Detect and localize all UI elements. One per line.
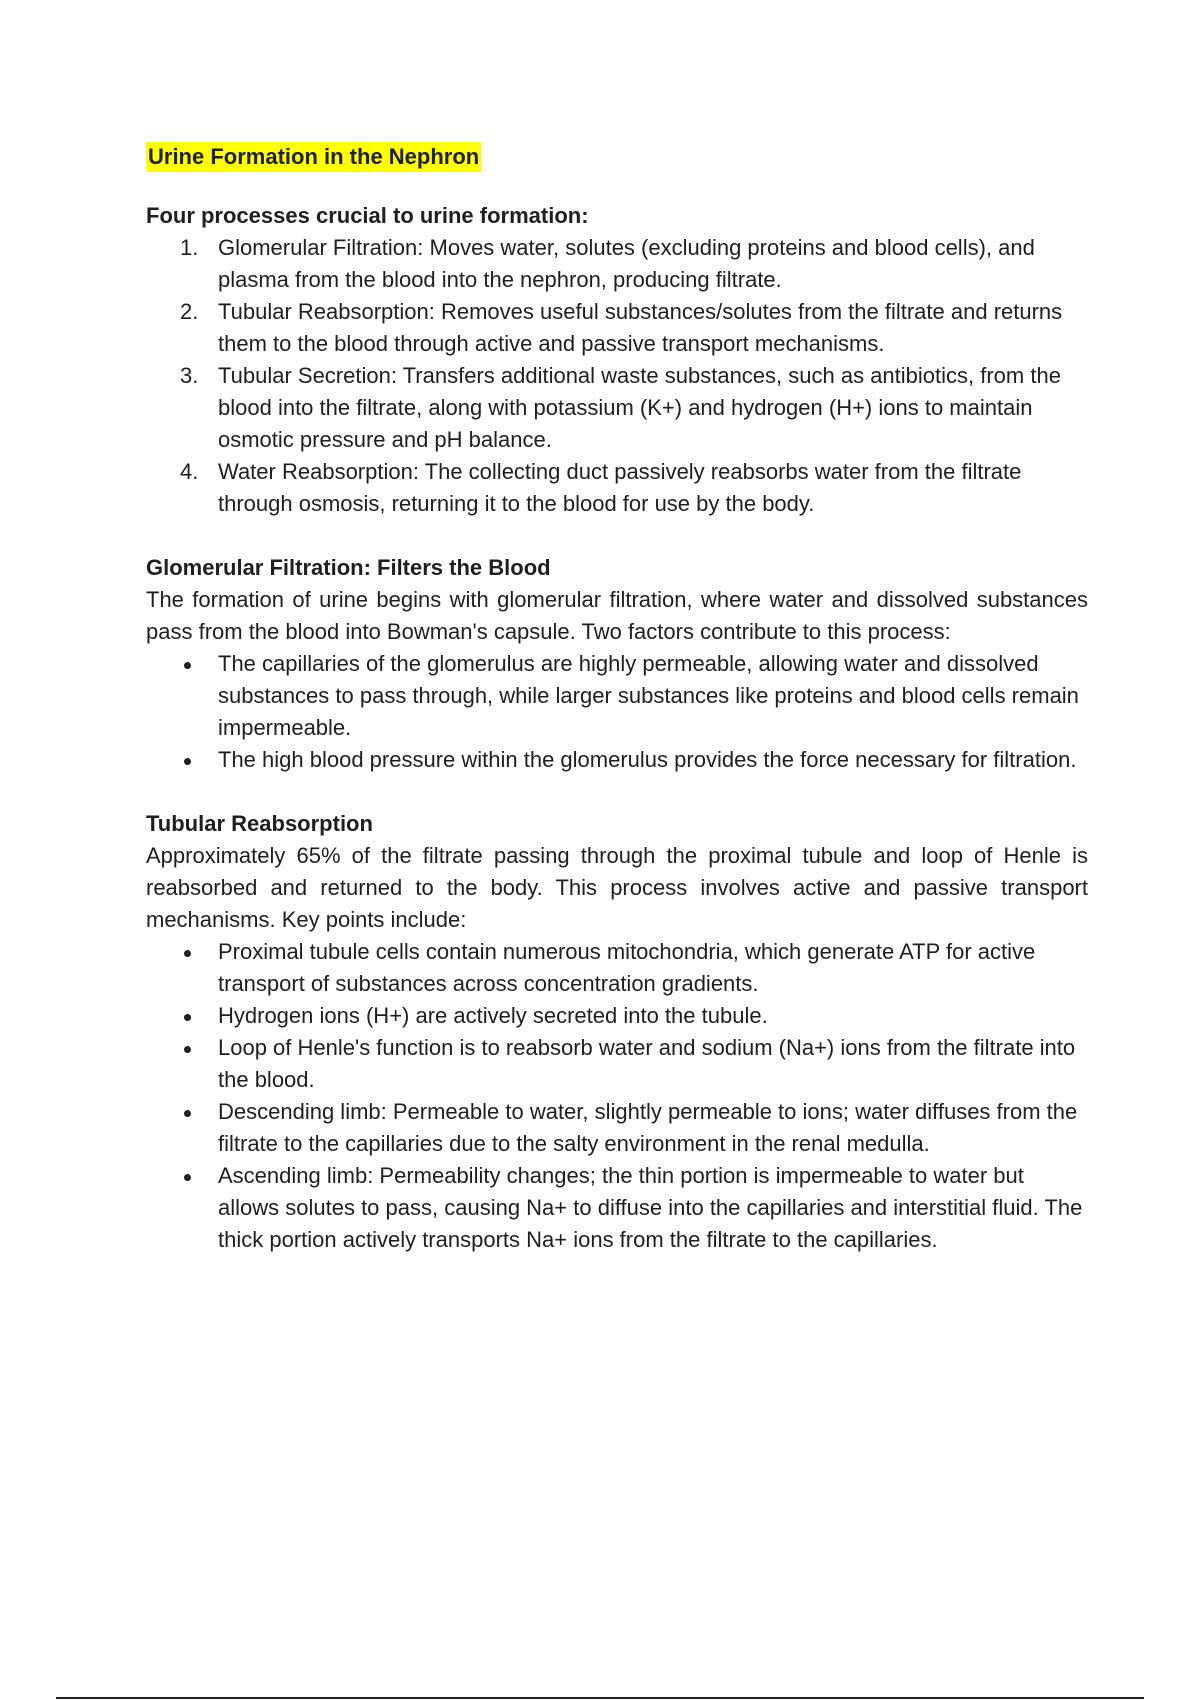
list-number: 2. (180, 299, 199, 324)
list-item (146, 936, 1088, 1000)
list-item (146, 232, 1088, 296)
bullet-icon (184, 662, 191, 669)
list-item (146, 1000, 1088, 1032)
list-number: 3. (180, 363, 199, 388)
list-item-text: Tubular Secretion: Transfers additional waste substances, such as antibiotics, from the blood into the filtrate, along with potassium (K+) and hydrogen (H+) ions to maintain osmotic pressure and pH balance. (218, 363, 1061, 452)
list-item-text: Water Reabsorption: The collecting duct passively reabsorbs water from the filtrate through osmosis, returning it to the blood for use by the body. (218, 459, 1022, 516)
list-item (146, 1160, 1088, 1256)
list-item-text: Descending limb: Permeable to water, slightly permeable to ions; water diffuses from the filtrate to the capillaries due to the salty environment in the renal medulla. (218, 1099, 1078, 1156)
list-item-text: Tubular Reabsorption: Removes useful substances/solutes from the filtrate and returns them to the blood through active and passive transport mechanisms. (218, 299, 1063, 356)
bullet-icon (184, 1014, 191, 1021)
list-number: 4. (180, 459, 199, 484)
list-item-text: The high blood pressure within the glomerulus provides the force necessary for filtration. (218, 747, 1077, 772)
list-item-text: Proximal tubule cells contain numerous mitochondria, which generate ATP for active transport of substances across concentration gradients. (218, 939, 1036, 996)
list-number: 1. (180, 235, 199, 260)
list-item-text: Glomerular Filtration: Moves water, solutes (excluding proteins and blood cells), and plasma from the blood into the nephron, producing filtrate. (218, 235, 1035, 292)
list-item (146, 1096, 1088, 1160)
document-title: Urine Formation in the Nephron (146, 142, 481, 172)
list-item (146, 296, 1088, 360)
list-item (146, 744, 1088, 776)
list-item (146, 360, 1088, 456)
bullet-icon (184, 950, 191, 957)
tubular-paragraph: Approximately 65% of the filtrate passing through the proximal tubule and loop of Henle is reabsorbed and returned to the body. This process involves active and passive transport mechanisms. Key points include: (146, 843, 1088, 932)
glomerular-heading: Glomerular Filtration: Filters the Blood (146, 555, 551, 580)
list-item-text: Loop of Henle's function is to reabsorb water and sodium (Na+) ions from the filtrate into the blood. (218, 1035, 1076, 1092)
bullet-icon (184, 1046, 191, 1053)
bullet-icon (184, 758, 191, 765)
list-item (146, 1032, 1088, 1096)
footer-divider (56, 1697, 1144, 1699)
list-item-text: The capillaries of the glomerulus are highly permeable, allowing water and dissolved substances to pass through, while larger substances like proteins and blood cells remain impermeable. (218, 651, 1079, 740)
list-item-text: Hydrogen ions (H+) are actively secreted into the tubule. (218, 1003, 768, 1028)
document-page (146, 142, 1088, 1256)
bullet-icon (184, 1110, 191, 1117)
tubular-heading: Tubular Reabsorption (146, 811, 373, 836)
list-item-text: Ascending limb: Permeability changes; the thin portion is impermeable to water but allows solutes to pass, causing Na+ to diffuse into the capillaries and interstitial fluid. The thick portion actively transports Na+ ions from the filtrate to the capillaries. (218, 1163, 1083, 1252)
glomerular-paragraph: The formation of urine begins with glomerular filtration, where water and dissolved substances pass from the blood into Bowman's capsule. Two factors contribute to this process: (146, 587, 1088, 644)
list-item (146, 456, 1088, 520)
glomerular-bullets (146, 648, 1088, 776)
title-line (146, 142, 1088, 172)
processes-heading: Four processes crucial to urine formation: (146, 203, 589, 228)
tubular-bullets (146, 936, 1088, 1256)
processes-list (146, 232, 1088, 520)
bullet-icon (184, 1174, 191, 1181)
list-item (146, 648, 1088, 744)
